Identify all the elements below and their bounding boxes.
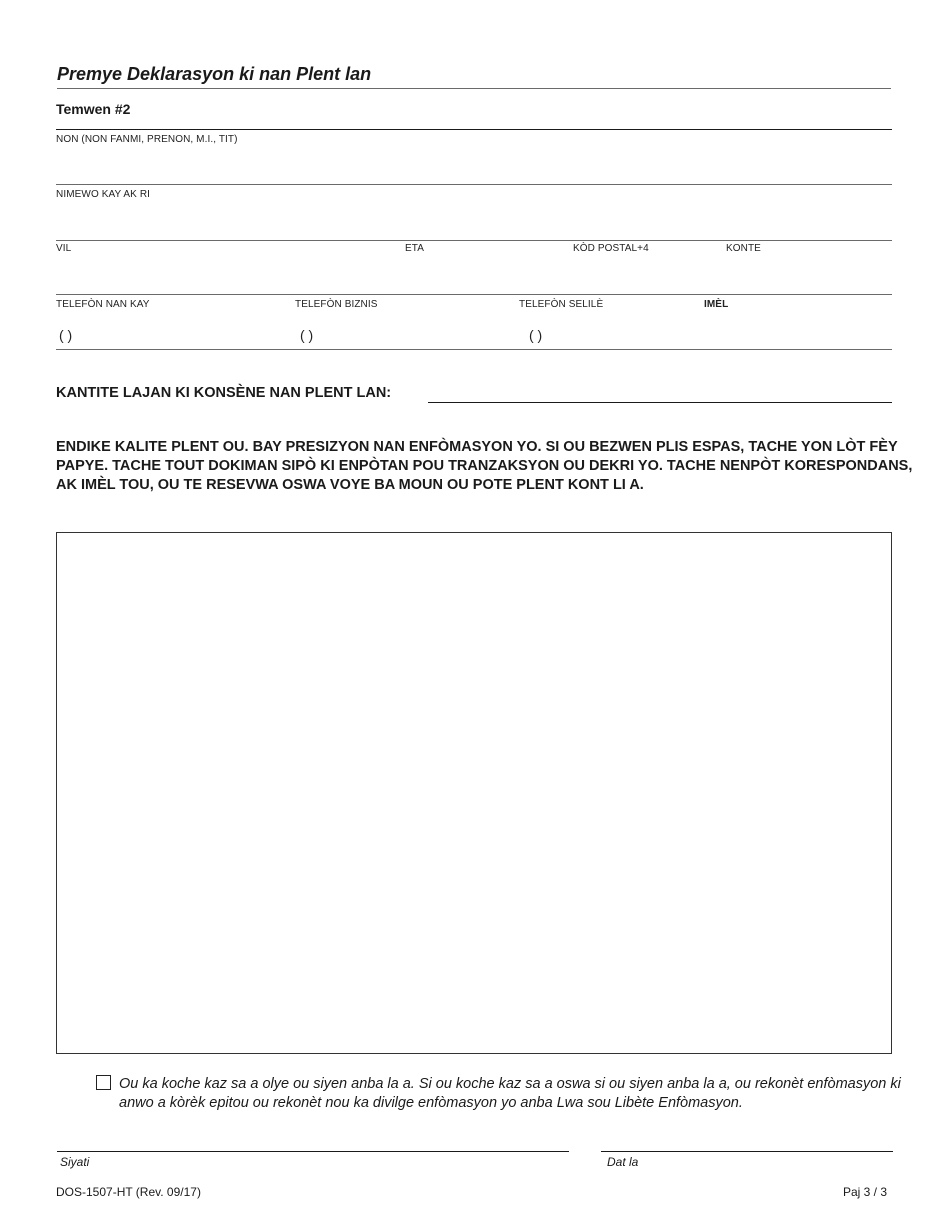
- name-field[interactable]: [56, 150, 892, 178]
- signature-line[interactable]: [57, 1151, 569, 1152]
- business-phone-field[interactable]: [295, 318, 510, 346]
- cell-phone-field[interactable]: [519, 318, 699, 346]
- date-label: Dat la: [607, 1155, 639, 1169]
- email-field[interactable]: [704, 318, 892, 346]
- county-field[interactable]: [722, 260, 892, 288]
- business-phone-area-code: ( ): [300, 327, 314, 343]
- amount-field[interactable]: [428, 378, 892, 402]
- street-label: NIMEWO KAY AK RI: [56, 189, 151, 200]
- complaint-instructions: ENDIKE KALITE PLENT OU. BAY PRESIZYON NAN ENFÒMASYON YO. SI OU BEZWEN PLIS ESPAS, TACHE YON LÒT FÈY PAPYE. TACHE TOUT DOKIMAN SIPÒ KI ENPÒTAN POU TRANZAKSYON OU DEKRI YO. TACHE NENPÒT KORESPONDANS, AK IMÈL TOU, OU TE RESEVWA OSWA VOYE BA MOUN OU POTE PLENT KONT LI A.: [56, 439, 913, 493]
- complaint-description-textarea[interactable]: [56, 532, 892, 1054]
- county-label: KONTE: [726, 243, 761, 254]
- home-phone-area-code: ( ): [59, 327, 73, 343]
- street-field[interactable]: [56, 206, 892, 234]
- page-number: Paj 3 / 3: [842, 1185, 887, 1199]
- business-phone-label: TELEFÒN BIZNIS: [295, 299, 378, 310]
- witness-heading: Temwen #2: [56, 101, 131, 117]
- city-field[interactable]: [56, 260, 396, 288]
- state-field[interactable]: [400, 260, 565, 288]
- city-label: VIL: [56, 243, 72, 254]
- signature-label: Siyati: [60, 1155, 90, 1169]
- divider: [56, 184, 892, 185]
- form-id: DOS-1507-HT (Rev. 09/17): [56, 1185, 201, 1199]
- section-title: Premye Deklarasyon ki nan Plent lan: [57, 64, 372, 84]
- divider: [56, 294, 892, 295]
- divider: [56, 349, 892, 350]
- amount-label: KANTITE LAJAN KI KONSÈNE NAN PLENT LAN:: [56, 385, 392, 401]
- cell-phone-area-code: ( ): [529, 327, 543, 343]
- zip-label: KÒD POSTAL+4: [573, 243, 649, 254]
- attestation-text: Ou ka koche kaz sa a olye ou siyen anba la a. Si ou koche kaz sa a oswa si ou siyen anba la a, ou rekonèt enfòmasyon ki anwo a kòrèk epitou ou rekonèt nou ka divilge enfòmasyon yo anba Lwa sou Libète Enfòmasyon.: [119, 1076, 901, 1111]
- email-label: IMÈL: [704, 299, 729, 310]
- home-phone-label: TELEFÒN NAN KAY: [56, 299, 150, 310]
- date-line[interactable]: [601, 1151, 893, 1152]
- cell-phone-label: TELEFÒN SELILÈ: [519, 299, 604, 310]
- witness-rule: [56, 129, 892, 130]
- state-label: ETA: [405, 243, 425, 254]
- home-phone-field[interactable]: [56, 318, 286, 346]
- attestation-checkbox[interactable]: [96, 1075, 111, 1090]
- divider: [56, 240, 892, 241]
- amount-underline: [428, 402, 892, 403]
- name-label: NON (NON FANMI, PRENON, M.I., TIT): [56, 134, 238, 145]
- title-rule: [57, 88, 891, 89]
- zip-field[interactable]: [570, 260, 720, 288]
